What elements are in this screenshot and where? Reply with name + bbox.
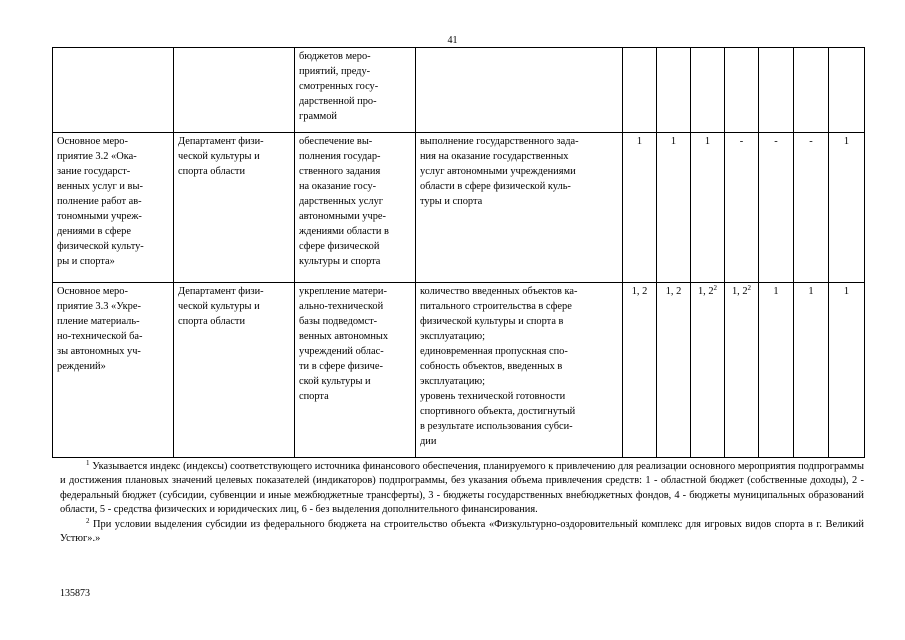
measure-name-cell: Основное меро- приятие 3.2 «Ока- зание государст- венных услуг и вы- полнение работ ав- тономными учреж- дениями в сфере физической культу- ры и спорта» [53, 133, 174, 283]
footnote-2: $^2$ При условии выделения субсидии из федерального бюджета на строительство объекта «Физкультурно-оздоровительный комплекс для игровых видов спорта в г. Великий Устюг».» [60, 516, 864, 545]
funding-cell: 1 [829, 283, 865, 458]
funding-cell: - [759, 133, 794, 283]
page-number: 41 [447, 35, 458, 46]
indicator-cell: выполнение государственного зада- ния на оказание государственных услуг автономными учреждениями области в сфере физической куль- туры и спорта [416, 133, 623, 283]
measure-name-cell [53, 48, 174, 133]
funding-cell: 1, 2 [623, 283, 657, 458]
funding-cell: 1 [623, 133, 657, 283]
funding-cell: 1, $2^2$ [725, 283, 759, 458]
funding-cell: 1, $2^2$ [691, 283, 725, 458]
funding-cell: 1 [794, 283, 829, 458]
funding-cell [794, 48, 829, 133]
executor-cell: Департамент физи- ческой культуры и спорта области [174, 133, 295, 283]
direction-cell: бюджетов меро- приятий, преду- смотренных госу- дарственной про- граммой [295, 48, 416, 133]
indicator-cell: количество введенных объектов ка- питального строительства в сфере физической культуры и спорта в эксплуатацию; единовременная пропускная спо- собность объектов, введенных в эксплуатацию; уровень технической готовности спортивного объекта, достигнутый в результате использования субси- дии [416, 283, 623, 458]
funding-cell: - [794, 133, 829, 283]
measures-table [52, 47, 865, 458]
funding-cell [691, 48, 725, 133]
funding-cell [725, 48, 759, 133]
direction-cell: укрепление матери- ально-технической базы подведомст- венных автономных учреждений облас- ти в сфере физиче- ской культуры и спорта [295, 283, 416, 458]
indicator-cell [416, 48, 623, 133]
executor-cell [174, 48, 295, 133]
table-row [53, 283, 865, 458]
funding-cell [657, 48, 691, 133]
funding-cell: 1 [691, 133, 725, 283]
funding-cell: 1 [759, 283, 794, 458]
footnotes [60, 460, 864, 546]
footnote-1: $^1$ Указывается индекс (индексы) соответствующего источника финансового обеспечения, планируемого к привлечению для реализации основного мероприятия подпрограммы и достижения плановых значений целевых показателей (индикаторов) подпрограммы, без указания объема привлечения средств: 1 - областной бюджет (собственные доходы), 2 - федеральный бюджет (субсидии, субвенции и иные межбюджетные трансферты), 3 - бюджеты государственных внебюджетных фондов, 4 - бюджеты муниципальных образований области, 5 - средства физических и юридических лиц, 6 - без выделения дополнительного финансирования. [60, 459, 864, 516]
footnote-ref: 2 [747, 284, 752, 292]
table-row [53, 133, 865, 283]
funding-cell [623, 48, 657, 133]
measure-name-cell: Основное меро- приятие 3.3 «Укре- пление материаль- но-технической ба- зы автономных уч- реждений» [53, 283, 174, 458]
executor-cell: Департамент физи- ческой культуры и спорта области [174, 283, 295, 458]
funding-cell: - [725, 133, 759, 283]
funding-cell: 1, 2 [657, 283, 691, 458]
document-code: 135873 [60, 588, 90, 599]
funding-cell: 1 [829, 133, 865, 283]
funding-cell [829, 48, 865, 133]
table-row [53, 48, 865, 133]
direction-cell: обеспечение вы- полнения государ- ственного задания на оказание госу- дарственных услуг автономными учре- ждениями области в сфере физической культуры и спорта [295, 133, 416, 283]
funding-cell: 1 [657, 133, 691, 283]
footnote-ref: 2 [713, 284, 718, 292]
funding-cell [759, 48, 794, 133]
